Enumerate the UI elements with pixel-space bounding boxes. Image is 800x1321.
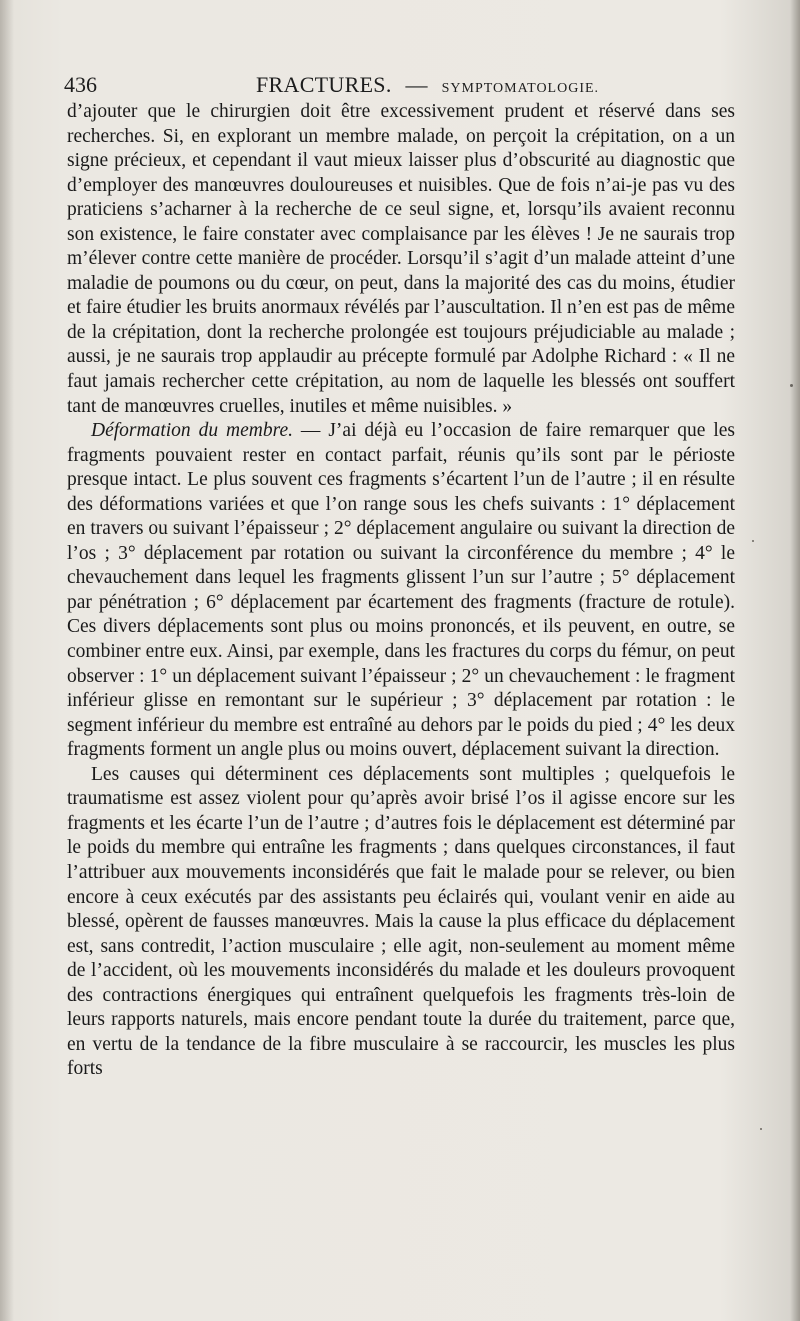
page-shadow-left — [0, 0, 14, 1321]
paragraph-deformation — [67, 419, 735, 763]
running-head-title — [256, 72, 599, 98]
paragraph-deformation-text: — J’ai déjà eu l’occasion de faire remarquer que les fragments pouvaient rester en contact parfait, réunis qu’ils sont par le périoste presque intact. Le plus souvent ces fragments s’écartent l’un de l’autre ; il en résulte des déformations variées et que l’on range sous les chefs suivants : 1° déplacement en travers ou suivant l’épaisseur ; 2° déplacement angulaire ou suivant la direction de l’os ; 3° déplacement par rotation ou suivant la circonférence du membre ; 4° le chevauchement dans lequel les fragments glissent l’un sur l’autre ; 5° déplacement par pénétration ; 6° déplacement par écartement des fragments (fracture de rotule). Ces divers déplacements sont plus ou moins prononcés, et ils peuvent, en outre, se combiner entre eux. Ainsi, par exemple, dans les fractures du corps du fémur, on peut observer : 1° un déplacement suivant l’épaisseur ; 2° un chevauchement : le fragment inférieur glisse en remontant sur le supérieur ; 3° déplacement par rotation : le segment inférieur du membre est entraîné au dehors par le poids du pied ; 4° les deux fragments forment un angle plus ou moins ouvert, déplacement suivant la direction. — [67, 420, 735, 761]
paragraph-causes: Les causes qui déterminent ces déplacements sont multiples ; quelquefois le traumatisme est assez violent pour qu’après avoir brisé l’os il agisse encore sur les fragments et les écarte l’un de l’autre ; d’autres fois le déplacement est déterminé par le poids du membre qui entraîne les fragments ; dans quelques circonstances, il faut l’attribuer aux mouvements inconsidérés que fait le malade pour se relever, ou bien encore à ceux exécutés par des assistants peu éclairés qui, voulant venir en aide au blessé, opèrent de fausses manœuvres. Mais la cause la plus efficace du déplacement est, sans contredit, l’action musculaire ; elle agit, non-seulement au moment même de l’accident, où les mouvements inconsidérés du malade et les douleurs provoquent des contractions énergiques qui entraînent quelquefois les fragments très-loin de leurs rapports naturels, mais encore pendant toute la durée du traitement, parce que, en vertu de la tendance de la fibre musculaire à se raccourcir, les muscles les plus forts — [67, 763, 735, 1080]
page-number: 436 — [64, 72, 97, 97]
running-header — [64, 72, 736, 102]
header-dash: — — [405, 72, 428, 97]
paper-speck — [790, 384, 793, 387]
paper-speck — [752, 540, 754, 542]
main-text — [67, 100, 735, 1082]
paragraph-crepitation: d’ajouter que le chirurgien doit être excessivement prudent et réservé dans ses recherches. Si, en explorant un membre malade, on perçoit la crépitation, on a un signe précieux, et cependant il vaut mieux laisser plus d’obscurité au diagnostic que d’employer des manœuvres douloureuses et nuisibles. Que de fois n’ai-je pas vu des praticiens s’acharner à la recherche de ce seul signe, et, lorsqu’ils avaient reconnu son existence, le faire constater avec complaisance par les élèves ! Je ne saurais trop m’élever contre cette manière de procéder. Lorsqu’il s’agit d’un malade atteint d’une maladie de poumons ou du cœur, on peut, dans la majorité des cas du moins, étudier et faire étudier les bruits anormaux révélés par l’auscultation. Il n’en est pas de même de la crépitation, dont la recherche prolongée est toujours préjudiciable au malade ; aussi, je ne saurais trop applaudir au précepte formulé par Adolphe Richard : « Il ne faut jamais rechercher cette crépitation, au nom de laquelle les blessés ont souffert tant de manœuvres cruelles, inutiles et même nuisibles. » — [67, 101, 735, 417]
section-title: SYMPTOMATOLOGIE. — [441, 81, 600, 96]
paper-speck — [760, 1128, 762, 1130]
chapter-title: FRACTURES. — [256, 72, 392, 97]
paragraph-heading: Déformation du membre. — [91, 420, 293, 442]
page-shadow-right — [790, 0, 800, 1321]
